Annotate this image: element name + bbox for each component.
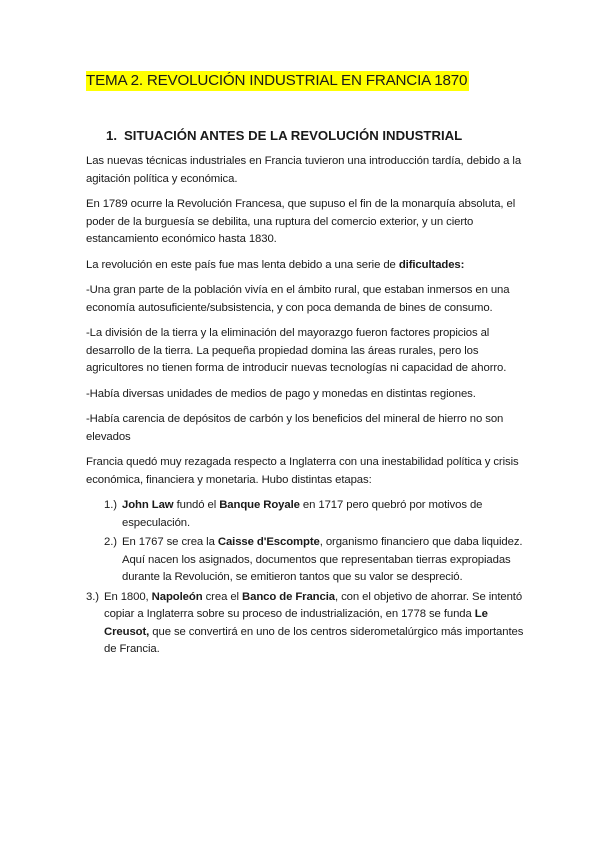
text-run: En 1767 se crea la: [122, 536, 218, 548]
list-marker: 2.): [104, 536, 117, 548]
list-item: [86, 589, 526, 659]
difficulties-keyword: dificultades:: [398, 258, 465, 271]
paragraph-land: -La división de la tierra y la eliminación del mayorazgo fueron factores propicios al desarrollo de la tierra. La pequeña propiedad domina las áreas rurales, pero los agricultores no tienen forma de introducir nuevas tecnologías ni capacidad de ahorro.: [86, 327, 507, 374]
text-run: en 1717 pero quebró por motivos de especulación.: [122, 499, 483, 529]
list-marker: 3.): [86, 590, 99, 603]
list-item: [86, 497, 526, 532]
bold-term: Napoleón: [151, 590, 203, 603]
text-run: En 1800,: [104, 590, 152, 603]
bold-term: Le Creusot,: [104, 608, 488, 638]
bold-term: Banque Royale: [219, 499, 300, 511]
list-item-text: [122, 536, 522, 583]
text-run: , organismo financiero que daba liquidez. Aquí nacen los asignados, documentos que representaban tierras expropiadas durante la Revolución, se emitieron tantos que su valor se despreció.: [122, 536, 523, 583]
paragraph-difficulties: [86, 257, 526, 275]
paragraph-intro: Las nuevas técnicas industriales en Francia tuvieron una introducción tardía, debido a la agitación política y económica.: [86, 155, 522, 185]
bold-term: John Law: [122, 499, 174, 511]
text-run: crea el: [202, 590, 243, 603]
document-body: [86, 153, 526, 661]
paragraph-revolution: En 1789 ocurre la Revolución Francesa, que supuso el fin de la monarquía absoluta, el poder de la burguesía se debilita, una ruptura del comercio exterior, y un cierto estancamiento económico hasta 1830.: [86, 198, 516, 245]
list-marker: 1.): [104, 499, 117, 511]
stages-list: [86, 497, 526, 659]
list-item-text: [122, 499, 482, 529]
bold-term: Caisse d'Escompte: [217, 536, 320, 548]
section-number: 1.: [106, 128, 117, 143]
list-item: [86, 534, 526, 587]
bold-term: Banco de Francia: [242, 590, 335, 603]
text-run: , con el objetivo de ahorrar. Se intentó copiar a Inglaterra sobre su proceso de industrialización, en 1778 se funda: [104, 590, 523, 620]
section-heading: [106, 127, 462, 145]
text-run: que se convertirá en uno de los centros siderometalúrgico más importantes de Francia.: [104, 625, 524, 655]
paragraph-coal: -Había carencia de depósitos de carbón y los beneficios del mineral de hierro no son elevados: [86, 413, 504, 443]
list-item-text: [104, 591, 523, 656]
document-title: TEMA 2. REVOLUCIÓN INDUSTRIAL EN FRANCIA 1870: [86, 72, 468, 89]
paragraph-stages: Francia quedó muy rezagada respecto a Inglaterra con una inestabilidad política y crisis económica, financiera y monetaria. Hubo distintas etapas:: [86, 456, 519, 486]
paragraph-currency: -Había diversas unidades de medios de pago y monedas en distintas regiones.: [86, 387, 476, 400]
section-heading-text: SITUACIÓN ANTES DE LA REVOLUCIÓN INDUSTRIAL: [124, 128, 463, 143]
paragraph-difficulties-text: La revolución en este país fue mas lenta debido a una serie de: [86, 258, 399, 271]
paragraph-rural: -Una gran parte de la población vivía en el ámbito rural, que estaban inmersos en una economía autosuficiente/subsistencia, y con poca demanda de bines de consumo.: [86, 284, 510, 314]
text-run: fundó el: [173, 499, 220, 511]
